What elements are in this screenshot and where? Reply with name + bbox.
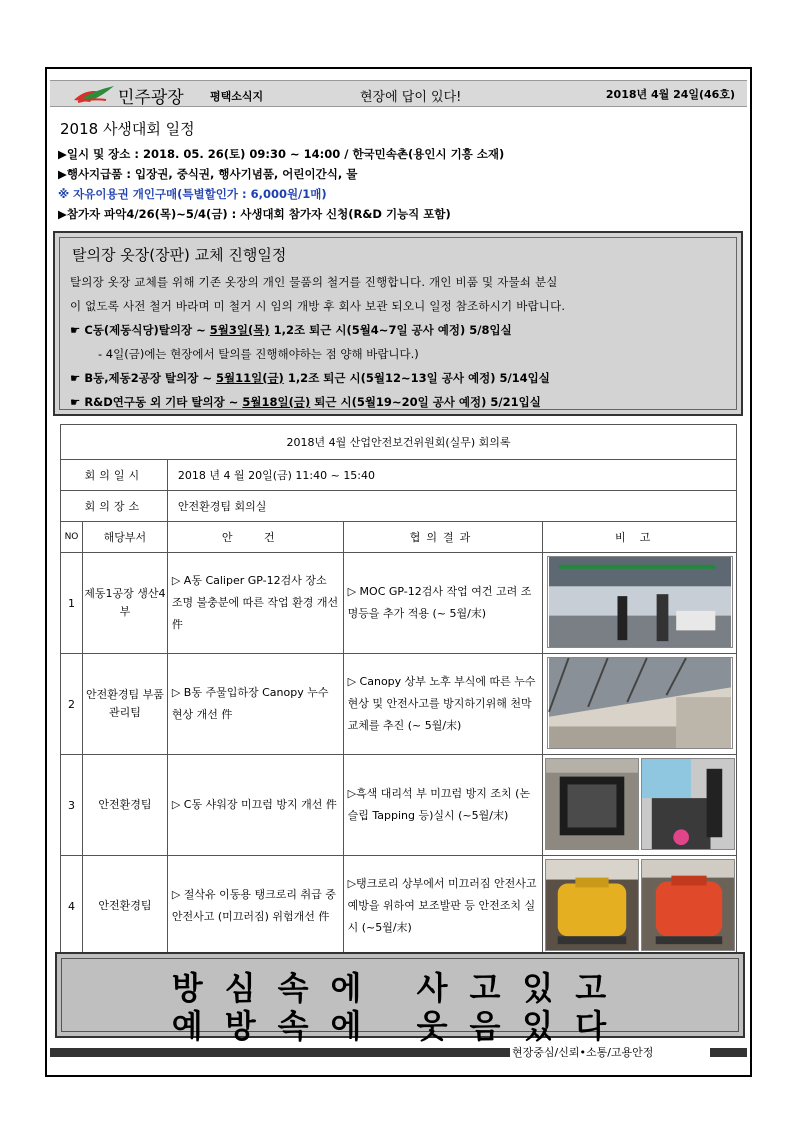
locker-notice-box — [53, 231, 743, 416]
row-number: 2 — [61, 654, 83, 755]
canopy-photo — [547, 657, 733, 749]
row-department: 안전환경팀 — [82, 755, 167, 856]
notice-body-line1: 탈의장 옷장 교체를 위해 기존 옷장의 개인 물품의 철거를 진행합니다. 개인 비품 및 자물쇠 분실 — [70, 275, 558, 289]
notice-item-c-building: ☛ C동(제동식당)탈의장 ~ 5월3일(목) 1,2조 퇴근 시(5월4~7일 공사 예정) 5/8입실 — [70, 323, 512, 337]
col-header-no: NO — [61, 522, 83, 553]
notice-item-rnd-building: ☛ R&D연구동 외 기타 탈의장 ~ 5월18일(금) 퇴근 시(5월19~20일 공사 예정) 5/21입실 — [70, 395, 541, 409]
newsletter-header — [50, 80, 747, 107]
table-row — [61, 654, 737, 755]
tank-lorry-yellow-photo — [545, 859, 639, 951]
shower-room-photo — [641, 758, 735, 850]
row-number: 4 — [61, 856, 83, 957]
row-result: ▷탱크로리 상부에서 미끄러짐 안전사고예방을 위하여 보조발판 등 안전조치 실시 (~5월/末) — [343, 856, 543, 957]
row-result: ▷흑색 대리석 부 미끄럼 방지 조치 (논슬립 Tapping 등)실시 (~5월/末) — [343, 755, 543, 856]
safety-slogan-inner — [61, 958, 739, 1045]
row-photo-cell — [543, 553, 737, 654]
col-header-agenda: 안 건 — [167, 522, 343, 553]
row-photo-cell — [543, 654, 737, 755]
event-ticket-note: ※ 자유이용권 개인구매(특별할인가 : 6,000원/1매) — [58, 187, 327, 201]
col-header-dept: 해당부서 — [82, 522, 167, 553]
slogan-line-2: 예방속에 웃음있다 — [171, 1007, 629, 1045]
row-department: 안전환경팀 — [82, 856, 167, 957]
row-result: ▷ MOC GP-12검사 작업 여건 고려 조명등을 추가 적용 (~ 5월/末) — [343, 553, 543, 654]
table-row — [61, 553, 737, 654]
slogan-line-1: 방심속에 사고있고 — [171, 969, 629, 1007]
meeting-place-value: 안전환경팀 회의실 — [167, 491, 736, 522]
row-department: 제동1공장 생산4부 — [82, 553, 167, 654]
row-photo-cell — [543, 856, 737, 957]
footer-bar-left — [50, 1048, 510, 1057]
row-agenda: ▷ B동 주물입하장 Canopy 누수현상 개선 件 — [167, 654, 343, 755]
dove-logo-icon — [72, 84, 116, 104]
col-header-result: 협의결과 — [343, 522, 543, 553]
event-title: 2018 사생대회 일정 — [60, 120, 195, 138]
event-registration-line: ▶참가자 파악4/26(목)~5/4(금) : 사생대회 참가자 신청(R&D 기능직 포함) — [58, 207, 451, 221]
issue-date: 2018년 4월 24일(46호) — [605, 88, 735, 101]
notice-item-c-subnote: - 4일(금)에는 현장에서 탈의를 진행해야하는 점 양해 바랍니다.) — [98, 347, 419, 361]
tank-lorry-red-photo — [641, 859, 735, 951]
brand-subtitle: 평택소식지 — [210, 90, 264, 103]
meeting-date-label: 회의일시 — [61, 460, 168, 491]
row-number: 3 — [61, 755, 83, 856]
footer-values: 현장중심/신뢰•소통/고용안정 — [512, 1046, 654, 1059]
row-number: 1 — [61, 553, 83, 654]
shower-floor-photo — [545, 758, 639, 850]
event-items-line: ▶행사지급품 : 입장권, 중식권, 행사기념품, 어린이간식, 물 — [58, 167, 358, 181]
safety-slogan-box — [55, 952, 745, 1045]
row-agenda: ▷ A동 Caliper GP-12검사 장소 조명 불충분에 따른 작업 환경 개선 件 — [167, 553, 343, 654]
col-header-remarks: 비고 — [543, 522, 737, 553]
notice-body-line2: 이 없도록 사전 철거 바라며 미 철거 시 임의 개방 후 회사 보관 되오니 일정 참조하시기 바랍니다. — [70, 299, 566, 313]
row-agenda: ▷ C동 샤워장 미끄럼 방지 개선 件 — [167, 755, 343, 856]
event-schedule-line: ▶일시 및 장소 : 2018. 05. 26(토) 09:30 ~ 14:00 / 한국민속촌(용인시 기흥 소재) — [58, 147, 505, 161]
brand-name: 민주광장 — [118, 88, 184, 108]
inspection-room-photo — [547, 556, 733, 648]
notice-title: 탈의장 옷장(장판) 교체 진행일정 — [72, 246, 287, 264]
minutes-title: 2018년 4월 산업안전보건위원회(실무) 회의록 — [61, 425, 737, 460]
table-row — [61, 856, 737, 957]
row-photo-cell — [543, 755, 737, 856]
row-result: ▷ Canopy 상부 노후 부식에 따른 누수 현상 및 안전사고를 방지하기위해 천막 교체를 추진 (~ 5월/末) — [343, 654, 543, 755]
meeting-place-label: 회의장소 — [61, 491, 168, 522]
meeting-date-value: 2018 년 4 월 20일(금) 11:40 ~ 15:40 — [167, 460, 736, 491]
locker-notice-inner — [59, 237, 737, 410]
row-agenda: ▷ 절삭유 이동용 탱크로리 취급 중 안전사고 (미끄러짐) 위험개선 件 — [167, 856, 343, 957]
header-motto: 현장에 답이 있다! — [360, 90, 462, 105]
table-row — [61, 755, 737, 856]
meeting-minutes-table — [60, 424, 737, 957]
footer-bar-right — [710, 1048, 747, 1057]
row-department: 안전환경팀 부품관리팀 — [82, 654, 167, 755]
notice-item-b-building: ☛ B동,제동2공장 탈의장 ~ 5월11일(금) 1,2조 퇴근 시(5월12~13일 공사 예정) 5/14입실 — [70, 371, 550, 385]
